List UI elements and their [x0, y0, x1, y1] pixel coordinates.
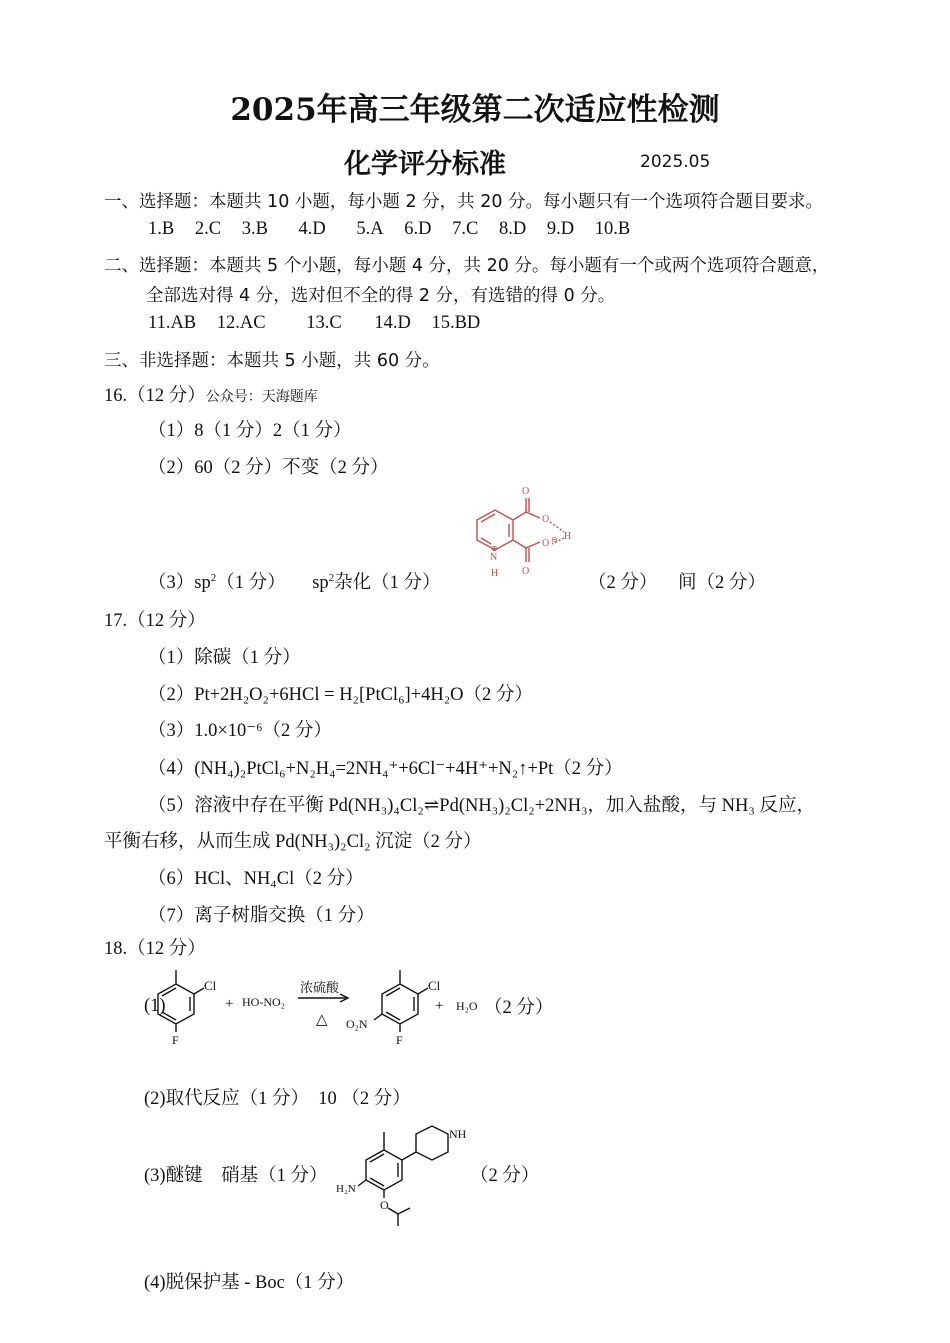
section3-heading: 三、非选择题：本题共 5 小题，共 60 分。: [104, 351, 440, 371]
double-bond: [370, 1178, 384, 1186]
charge-minus: ⊖: [551, 535, 558, 544]
atom-label: H₂N: [336, 1183, 356, 1195]
q16-p3-sup: 2: [210, 571, 217, 584]
q18-part4: (4)脱保护基 - Boc（1 分）: [144, 1273, 355, 1293]
q16-title: [104, 381, 318, 407]
double-bond: [386, 1012, 400, 1020]
q17-part3: （3）1.0×10⁻⁶（2 分）: [148, 721, 332, 741]
condition-top: 浓硫酸: [300, 980, 340, 995]
answer-item: 7.C: [452, 219, 479, 239]
q16-p3-score: （2 分）: [588, 573, 658, 593]
q18-part2: (2)取代反应（1 分） 10 （2 分）: [144, 1089, 411, 1109]
q16-p3b: （1 分）: [216, 573, 286, 593]
atom-label: F: [172, 1033, 179, 1047]
doc-date: 2025.05: [640, 152, 711, 172]
q16-p3c-sup: 2: [328, 571, 335, 584]
q17-part5-line2: 平衡右移，从而生成 Pd(NH₃)₂Cl₂ 沉淀（2 分）: [104, 832, 482, 852]
q16-p3d: 杂化（1 分）: [334, 573, 441, 593]
section2-answers: [148, 313, 496, 334]
q18-part3: (3)醚键 硝基（1 分）: [144, 1166, 328, 1186]
answer-item: 15.BD: [431, 313, 481, 333]
bond: [526, 542, 540, 548]
q17-title: 17.（12 分）: [104, 611, 206, 631]
atom-label: Cl: [428, 978, 441, 993]
double-bond: [481, 514, 495, 522]
atom-label: F: [396, 1033, 403, 1047]
q17-part1: （1）除碳（1 分）: [148, 648, 301, 668]
section1-heading: 一、选择题：本题共 10 小题，每小题 2 分，共 20 分。每小题只有一个选项符合题目要求。: [104, 192, 824, 212]
answer-item: 1.B: [148, 219, 175, 239]
atom-label: Cl: [204, 978, 217, 993]
atom-label: O: [542, 514, 550, 525]
plus-sign: +: [435, 998, 444, 1014]
answer-item: 14.D: [374, 313, 411, 333]
bond: [402, 1152, 416, 1160]
bond: [374, 1014, 382, 1020]
bond: [418, 988, 428, 994]
q17-part2: （2）Pt+2H₂O₂+6HCl = H₂[PtCl₆]+4H₂O（2 分）: [148, 685, 533, 705]
charge-plus: ⊕: [491, 544, 498, 553]
page-title: 2025年高三年级第二次适应性检测: [230, 92, 720, 128]
q16-part2: （2）60（2 分）不变（2 分）: [148, 458, 389, 478]
q16-title-text: 16.（12 分）: [104, 386, 206, 406]
q16-structure-diagram: [460, 480, 590, 590]
bond: [513, 540, 526, 548]
q16-p3c: sp: [312, 573, 329, 593]
ring-bond: [366, 1150, 402, 1190]
section2-heading-line1: 二、选择题：本题共 5 个小题，每小题 4 分，共 20 分。每小题有一个或两个选项符合题意，: [104, 256, 830, 276]
water-label: H₂O: [456, 999, 478, 1013]
atom-label: NH: [449, 1127, 467, 1141]
q16-note: 公众号：天海题库: [205, 389, 318, 405]
atom-label: H: [564, 531, 572, 542]
answer-item: 3.B: [241, 219, 268, 239]
q18-part3-structure: [336, 1118, 476, 1230]
q16-part3: [148, 568, 441, 594]
ring-bond: [382, 984, 418, 1024]
double-bond: [162, 988, 176, 996]
page-subtitle: 化学评分标准: [344, 149, 506, 180]
answer-item: 9.D: [546, 219, 575, 239]
bond: [388, 1208, 398, 1214]
answer-item: 6.D: [404, 219, 432, 239]
bond: [194, 988, 204, 994]
double-bond: [386, 988, 400, 996]
atom-label: O: [542, 538, 550, 549]
hydrogen-bond: [550, 522, 564, 532]
answer-item: 5.A: [356, 219, 384, 239]
bond: [513, 512, 526, 520]
q16-p3a: （3）sp: [148, 573, 211, 593]
answer-item: 12.AC: [216, 313, 266, 333]
q18-part1-score: （2 分）: [484, 998, 554, 1018]
q18-part3-score: （2 分）: [470, 1166, 540, 1186]
atom-label: N: [490, 552, 498, 563]
atom-label: H: [491, 568, 499, 579]
answer-item: 8.D: [499, 219, 527, 239]
answer-item: 4.D: [298, 219, 326, 239]
answer-item: 10.B: [594, 219, 631, 239]
q18-part1-label: (1): [144, 996, 166, 1016]
bond: [358, 1180, 366, 1186]
q17-part5-line1: （5）溶液中存在平衡 Pd(NH₃)₄Cl₂⇌Pd(NH₃)₂Cl₂+2NH₃，加入盐酸，与 NH₃ 反应，: [148, 796, 815, 816]
answer-item: 13.C: [306, 313, 342, 333]
piperidine-ring: [416, 1126, 448, 1160]
q16-part1: （1）8（1 分）2（1 分）: [148, 421, 352, 441]
q18-title: 18.（12 分）: [104, 939, 206, 959]
reagent-label: HO-NO₂: [242, 995, 285, 1009]
section2-heading-line2: 全部选对得 4 分，选对但不全的得 2 分，有选错的得 0 分。: [146, 286, 616, 306]
answer-item: 11.AB: [148, 313, 197, 333]
bond: [398, 1208, 410, 1214]
bond: [526, 512, 540, 518]
q16-p3-answer: 间（2 分）: [678, 573, 766, 593]
condition-bottom: △: [316, 1012, 328, 1028]
section1-answers: [148, 219, 646, 240]
atom-label: O₂N: [346, 1017, 368, 1031]
atom-label: O: [522, 486, 530, 497]
atom-label: O: [380, 1198, 389, 1212]
double-bond: [370, 1154, 384, 1162]
answer-item: 2.C: [194, 219, 222, 239]
q17-part6: （6）HCl、NH₄Cl（2 分）: [148, 869, 364, 889]
q17-part4: （4）(NH₄)₂PtCl₆+N₂H₄=2NH₄⁺+6Cl⁻+4H⁺+N₂↑+Pt（2 分）: [148, 759, 623, 779]
plus-sign: +: [225, 996, 234, 1012]
atom-label: O: [522, 566, 530, 577]
q17-part7: （7）离子树脂交换（1 分）: [148, 906, 375, 926]
